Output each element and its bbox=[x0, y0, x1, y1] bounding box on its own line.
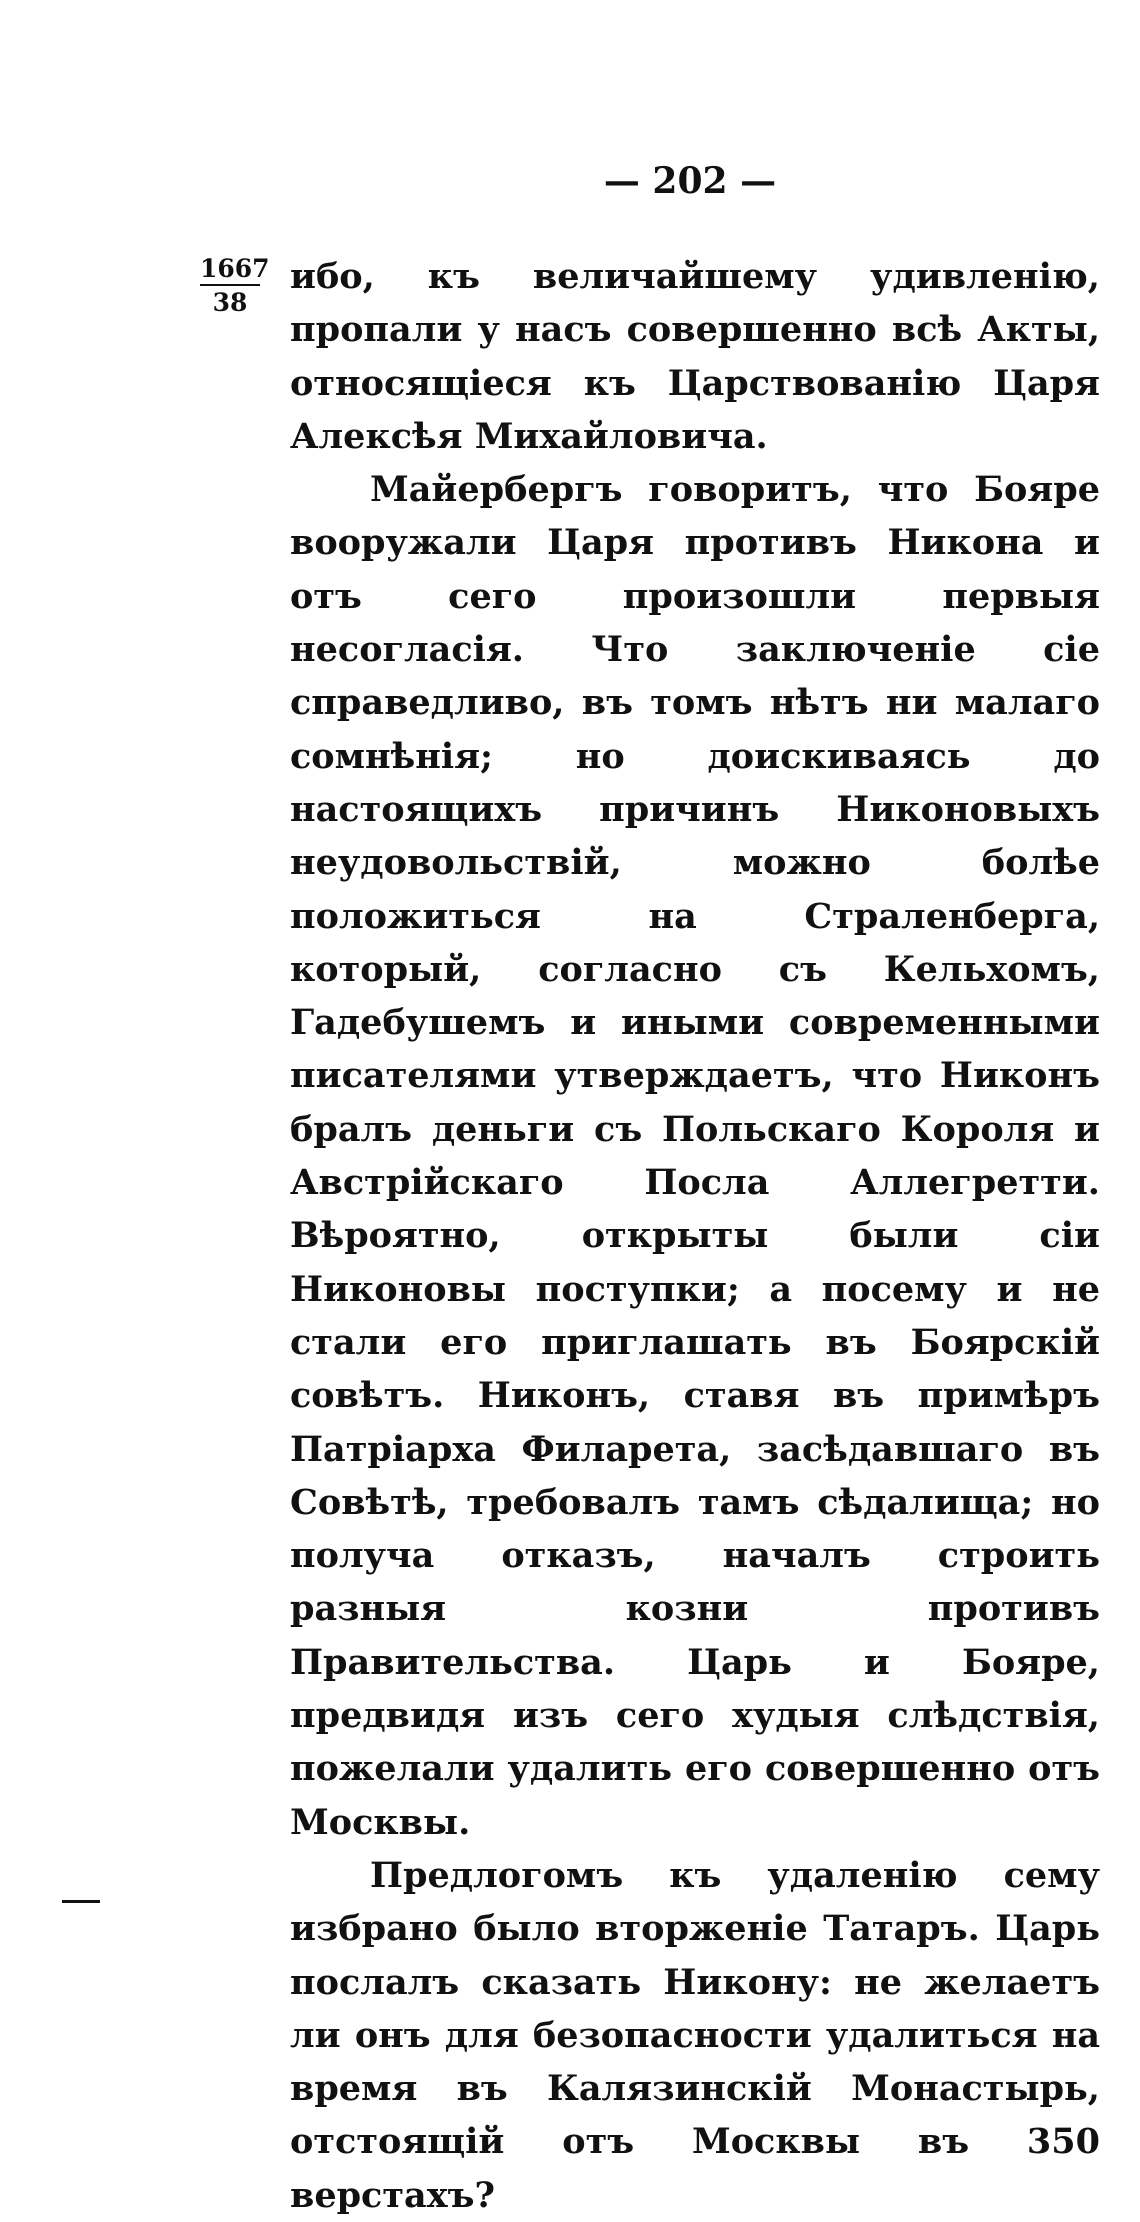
margin-note bbox=[200, 254, 270, 318]
margin-dash bbox=[62, 1900, 100, 1903]
paragraph-3: Предлогомъ къ удаленію сему избрано было вторженіе Татаръ. Царь послалъ сказать Никону: не желаетъ ли онъ для безопасности удалиться на время въ Калязинскій Монастырь, отстоящій отъ Москвы въ 350 верстахъ? bbox=[290, 1854, 1100, 2216]
paragraph-1: ибо, къ величайшему удивленію, пропали у насъ совершенно всѣ Акты, относящіеся къ Царствованію Царя Алексѣя Михайловича. bbox=[290, 256, 1100, 457]
margin-note-page: 38 bbox=[212, 288, 248, 318]
margin-note-year: 1667 bbox=[200, 256, 260, 286]
body-text bbox=[290, 250, 1100, 2222]
page-number: — 202 — bbox=[603, 160, 777, 202]
paragraph-2: Майербергъ говоритъ, что Бояре вооружали Царя противъ Никона и отъ сего произошли первыя несогласія. Что заключеніе сіе справедливо, въ томъ нѣтъ ни малаго сомнѣнія; но доискиваясь до настоящихъ причинъ Никоновыхъ неудовольствій, можно болѣе положиться на Страленберга, который, согласно съ Кельхомъ, Гадебушемъ и иными современными писателями утверждаетъ, что Никонъ бралъ деньги съ Польскаго Короля и Австрійскаго Посла Аллегретти. Вѣроятно, открыты были сіи Никоновы поступки; а посему и не стали его приглашать въ Боярскій совѣтъ. Никонъ, ставя въ примѣръ Патріарха Филарета, засѣдавшаго въ Совѣтѣ, требовалъ тамъ сѣдалища; но получа отказъ, началъ строить разныя козни противъ Правительства. Царь и Бояре, предвидя изъ сего худыя слѣдствія, пожелали удалить его совершенно отъ Москвы. bbox=[290, 469, 1100, 1843]
